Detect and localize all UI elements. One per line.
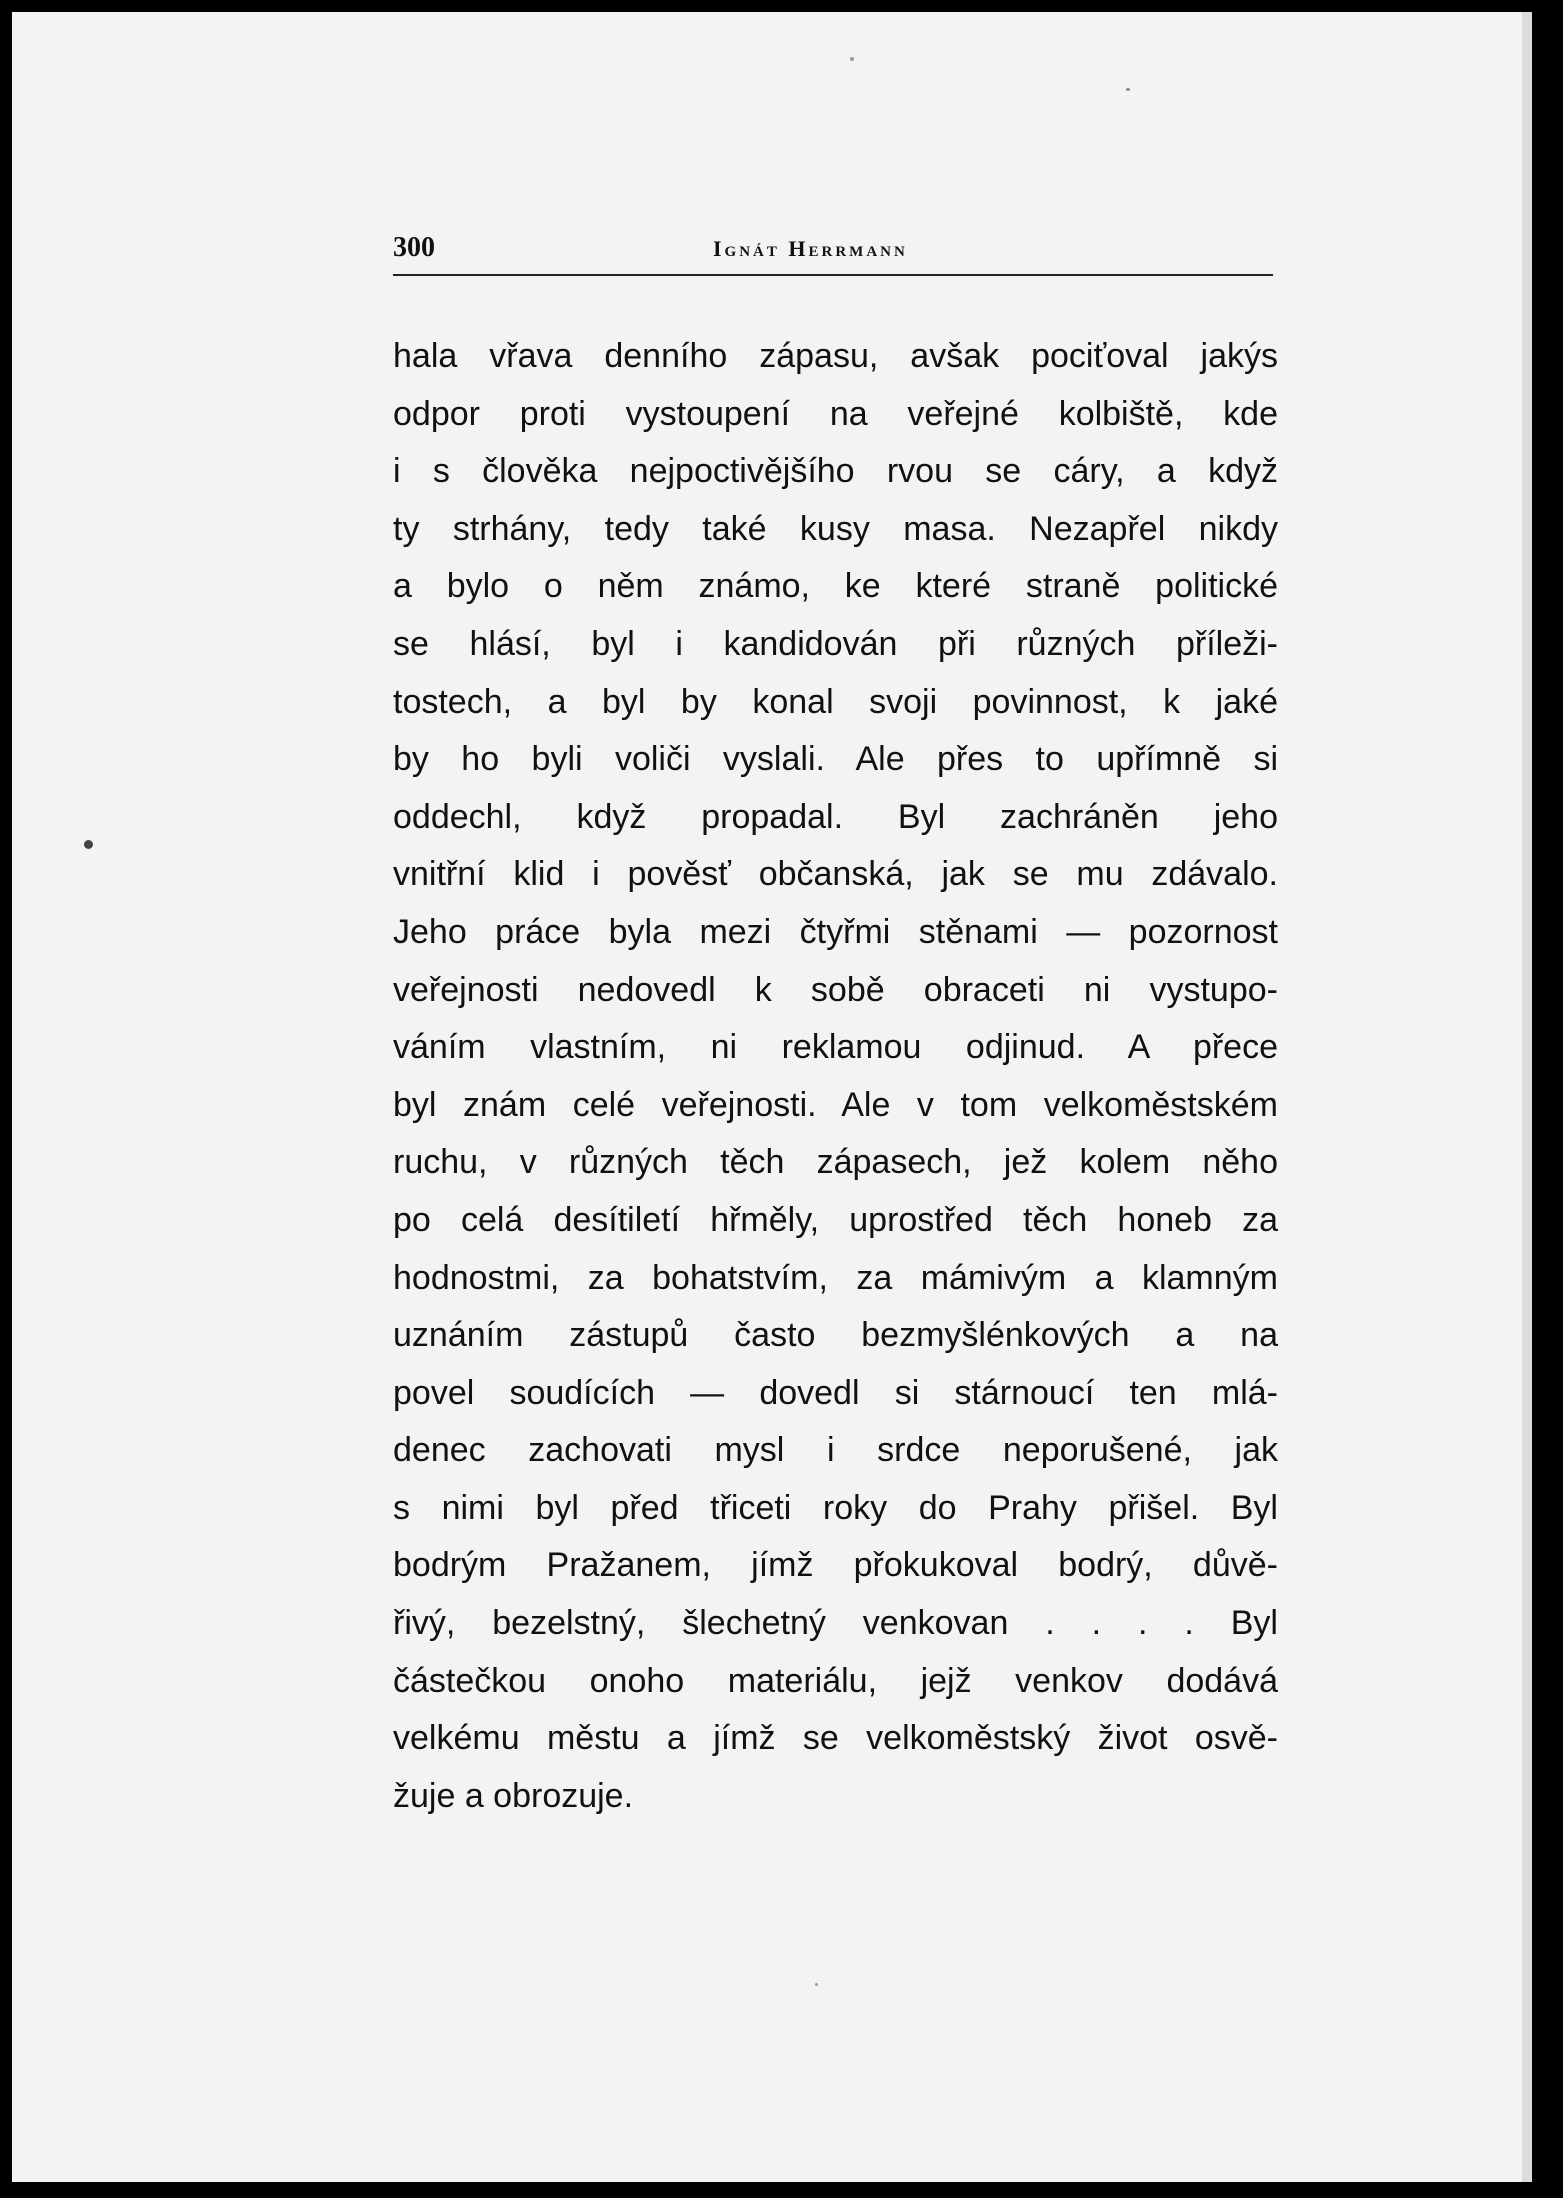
body-text xyxy=(393,328,1278,1825)
text-line: odpor proti vystoupení na veřejné kolbiště, kde xyxy=(393,394,1278,433)
text-line: s nimi byl před třiceti roky do Prahy přišel. Byl xyxy=(393,1488,1278,1527)
page-number: 300 xyxy=(393,232,435,263)
page-speck xyxy=(815,1983,818,1986)
text-line: a bylo o něm známo, ke které straně politické xyxy=(393,567,1278,606)
text-line: bodrým Pražanem, jímž přokukoval bodrý, důvě- xyxy=(393,1546,1278,1585)
page-speck xyxy=(84,840,93,849)
page-edge xyxy=(1522,12,1532,2182)
text-line: i s člověka nejpoctivějšího rvou se cáry, a když xyxy=(393,452,1278,491)
text-line: denec zachovati mysl i srdce neporušené, jak xyxy=(393,1431,1278,1470)
running-head: Ignát Herrmann xyxy=(713,236,908,261)
text-line: veřejnosti nedovedl k sobě obraceti ni vystupo- xyxy=(393,970,1278,1009)
text-line: uznáním zástupů často bezmyšlénkových a na xyxy=(393,1316,1278,1355)
text-line: po celá desítiletí hřměly, uprostřed těch honeb za xyxy=(393,1200,1278,1239)
text-line: se hlásí, byl i kandidován při různých příleži- xyxy=(393,624,1278,663)
text-line: vnitřní klid i pověsť občanská, jak se mu zdávalo. xyxy=(393,855,1278,894)
text-line: částečkou onoho materiálu, jejž venkov dodává xyxy=(393,1661,1278,1700)
text-line: velkému městu a jímž se velkoměstský život osvě- xyxy=(393,1719,1278,1758)
text-line: by ho byli voliči vyslali. Ale přes to upřímně si xyxy=(393,740,1278,779)
text-line: ruchu, v různých těch zápasech, jež kolem něho xyxy=(393,1143,1278,1182)
page-speck xyxy=(850,57,854,61)
text-line: hala vřava denního zápasu, avšak pociťoval jakýs xyxy=(393,337,1278,375)
text-line: řivý, bezelstný, šlechetný venkovan . . . . Byl xyxy=(393,1604,1278,1643)
text-line: žuje a obrozuje. xyxy=(393,1776,634,1815)
page-header xyxy=(393,230,1273,276)
text-line: povel soudících — dovedl si stárnoucí ten mlá- xyxy=(393,1373,1278,1412)
text-line: byl znám celé veřejnosti. Ale v tom velkoměstském xyxy=(393,1085,1278,1124)
text-line: oddechl, když propadal. Byl zachráněn jeho xyxy=(393,797,1278,836)
text-line: váním vlastním, ni reklamou odjinud. A přece xyxy=(393,1028,1278,1067)
text-line: ty strhány, tedy také kusy masa. Nezapřel nikdy xyxy=(393,509,1278,548)
text-line: Jeho práce byla mezi čtyřmi stěnami — pozornost xyxy=(393,912,1278,951)
page-speck xyxy=(1126,88,1130,91)
text-line: hodnostmi, za bohatstvím, za mámivým a klamným xyxy=(393,1258,1278,1297)
text-line: tostech, a byl by konal svoji povinnost, k jaké xyxy=(393,682,1278,721)
